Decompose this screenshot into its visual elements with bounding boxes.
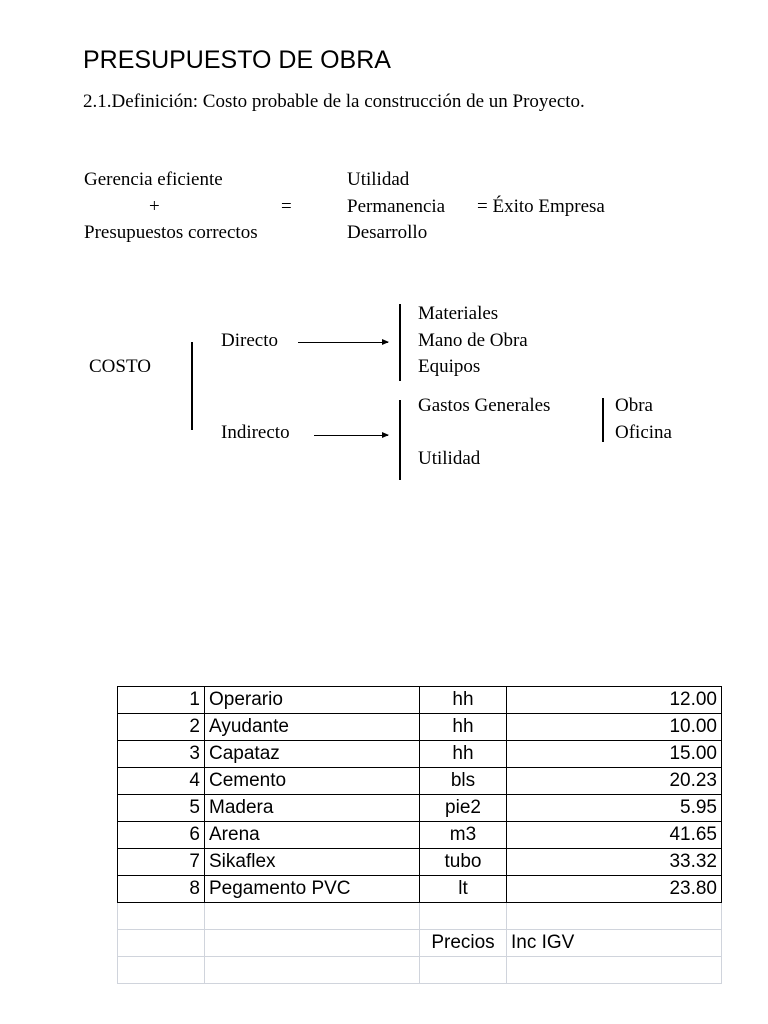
definition-text: 2.1.Definición: Costo probable de la construcción de un Proyecto. <box>83 91 585 112</box>
table-cell <box>205 930 420 957</box>
item-price: 23.80 <box>507 876 722 903</box>
row-number: 6 <box>118 822 205 849</box>
table-row <box>118 903 722 930</box>
item-price: 12.00 <box>507 687 722 714</box>
item-unit: hh <box>420 687 507 714</box>
item-price: 41.65 <box>507 822 722 849</box>
item-name: Madera <box>205 795 420 822</box>
item-price: 33.32 <box>507 849 722 876</box>
table-row <box>118 741 722 768</box>
page-title: PRESUPUESTO DE OBRA <box>83 46 391 74</box>
table-cell <box>507 903 722 930</box>
item-name: Ayudante <box>205 714 420 741</box>
equation-left-bottom: Presupuestos correctos <box>84 222 258 243</box>
item-name: Capataz <box>205 741 420 768</box>
equation-mid-bottom: Desarrollo <box>347 222 428 243</box>
row-number: 5 <box>118 795 205 822</box>
item-unit: lt <box>420 876 507 903</box>
table-cell <box>205 903 420 930</box>
table-row <box>118 957 722 984</box>
row-number: 1 <box>118 687 205 714</box>
direct-item: Equipos <box>418 356 481 377</box>
general-expenses-item: Oficina <box>615 422 672 443</box>
item-unit: bls <box>420 768 507 795</box>
price-note-value: Inc IGV <box>507 930 722 957</box>
table-cell <box>118 957 205 984</box>
direct-item: Mano de Obra <box>418 330 528 351</box>
price-note-label: Precios <box>420 930 507 957</box>
cost-brace <box>191 342 193 430</box>
item-name: Cemento <box>205 768 420 795</box>
table-row <box>118 768 722 795</box>
item-price: 20.23 <box>507 768 722 795</box>
table-cell <box>420 903 507 930</box>
item-name: Sikaflex <box>205 849 420 876</box>
equation-left-top: Gerencia eficiente <box>84 169 223 190</box>
equation-equals: = <box>281 196 292 217</box>
row-number: 3 <box>118 741 205 768</box>
general-expenses-brace <box>602 398 604 442</box>
item-unit: pie2 <box>420 795 507 822</box>
item-name: Arena <box>205 822 420 849</box>
table-cell <box>507 957 722 984</box>
item-unit: m3 <box>420 822 507 849</box>
indirect-arrow-icon <box>314 435 388 436</box>
item-name: Pegamento PVC <box>205 876 420 903</box>
equation-mid-middle: Permanencia <box>347 196 446 217</box>
direct-item: Materiales <box>418 303 499 324</box>
table-row <box>118 849 722 876</box>
equation-result: = Éxito Empresa <box>477 196 605 217</box>
general-expenses-item: Obra <box>615 395 653 416</box>
price-table-body <box>118 687 722 984</box>
row-number: 8 <box>118 876 205 903</box>
item-unit: hh <box>420 741 507 768</box>
equation-plus: + <box>149 196 160 217</box>
row-number: 4 <box>118 768 205 795</box>
table-cell <box>205 957 420 984</box>
table-row <box>118 822 722 849</box>
table-row <box>118 930 722 957</box>
table-cell <box>420 957 507 984</box>
cost-root-label: COSTO <box>89 356 151 377</box>
item-price: 10.00 <box>507 714 722 741</box>
table-cell <box>118 903 205 930</box>
item-price: 15.00 <box>507 741 722 768</box>
table-row <box>118 876 722 903</box>
indirect-label: Indirecto <box>221 422 290 443</box>
price-table <box>117 686 722 984</box>
equation-mid-top: Utilidad <box>347 169 410 190</box>
row-number: 7 <box>118 849 205 876</box>
direct-items-brace <box>399 304 401 381</box>
table-row <box>118 714 722 741</box>
table-cell <box>118 930 205 957</box>
direct-label: Directo <box>221 330 278 351</box>
table-row <box>118 687 722 714</box>
indirect-items-brace <box>399 400 401 480</box>
item-unit: tubo <box>420 849 507 876</box>
item-name: Operario <box>205 687 420 714</box>
row-number: 2 <box>118 714 205 741</box>
table-row <box>118 795 722 822</box>
direct-arrow-icon <box>298 342 388 343</box>
indirect-item: Utilidad <box>418 448 481 469</box>
item-price: 5.95 <box>507 795 722 822</box>
item-unit: hh <box>420 714 507 741</box>
indirect-item: Gastos Generales <box>418 395 551 416</box>
